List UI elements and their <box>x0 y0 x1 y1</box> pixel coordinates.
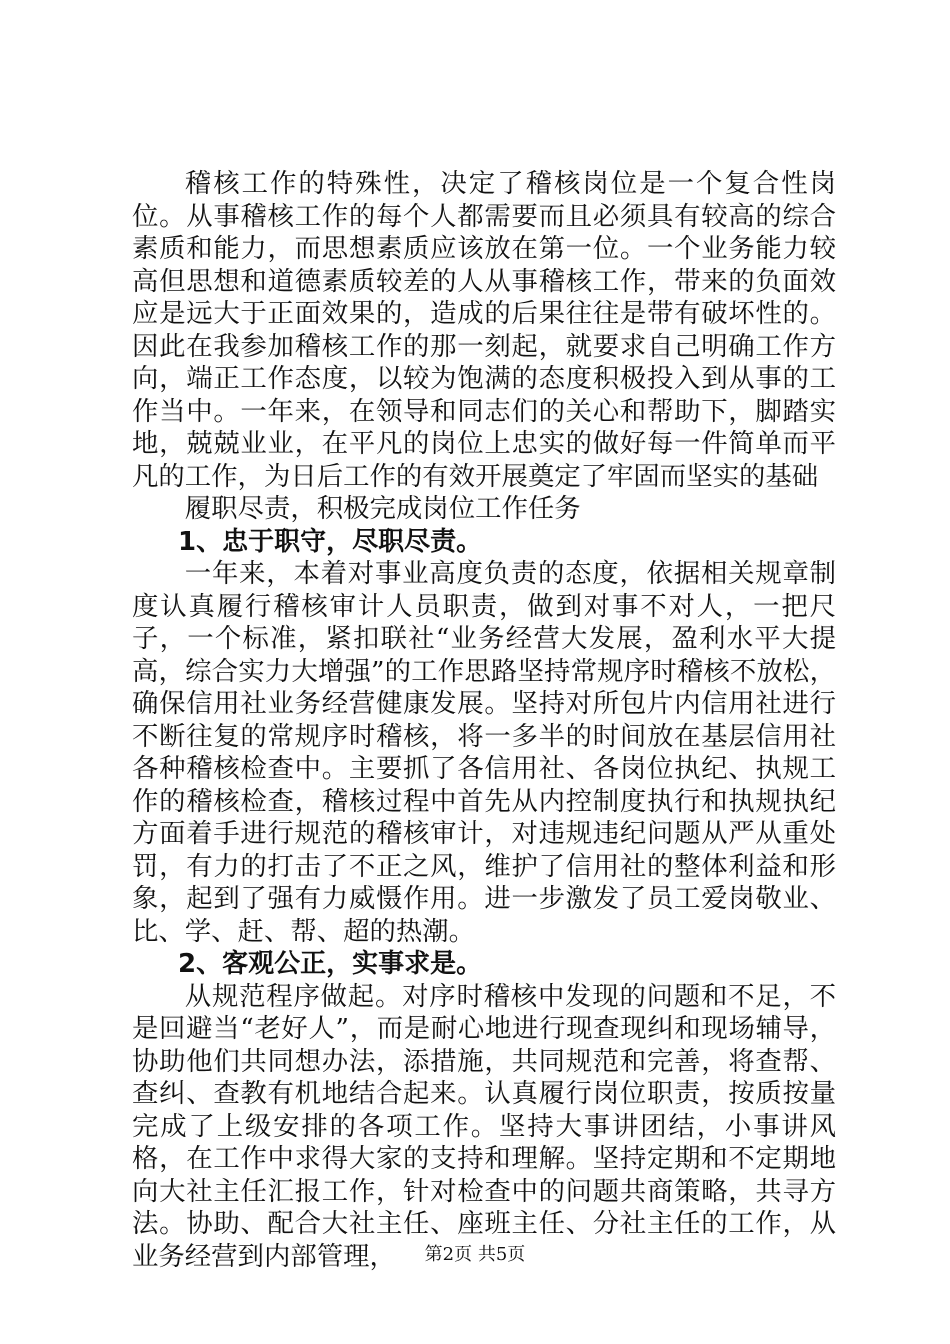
page-number-footer: 第2页 共5页 <box>424 1244 526 1265</box>
paragraph-duty: 一年来，本着对事业高度负责的态度，依据相关规章制度认真履行稽核审计人员职责，做到对事不对人，一把尺子，一个标准，紧扣联社“业务经营大发展，盈利水平大提高，综合实力大增强”的工作思路坚持常规序时稽核不放松，确保信用社业务经营健康发展。坚持对所包片内信用社进行不断往复的常规序时稽核，将一多半的时间放在基层信用社各种稽核检查中。主要抓了各信用社、各岗位执纪、执规工作的稽核检查，稽核过程中首先从内控制度执行和执规执纪方面着手进行规范的稽核审计，对违规违纪问题从严从重处罚，有力的打击了不正之风，维护了信用社的整体利益和形象，起到了强有力威慑作用。进一步激发了员工爱岗敬业、比、学、赶、帮、超的热潮。 <box>132 558 836 947</box>
heading-1: 1、忠于职守，尽职尽责。 <box>178 526 483 557</box>
paragraph-intro: 稽核工作的特殊性，决定了稽核岗位是一个复合性岗位。从事稽核工作的每个人都需要而且必须具有较高的综合素质和能力，而思想素质应该放在第一位。一个业务能力较高但思想和道德素质较差的人从事稽核工作，带来的负面效应是远大于正面效果的，造成的后果往往是带有破坏性的。因此在我参加稽核工作的那一刻起，就要求自己明确工作方向，端正工作态度，以较为饱满的态度积极投入到从事的工作当中。一年来，在领导和同志们的关心和帮助下，脚踏实地，兢兢业业，在平凡的岗位上忠实的做好每一件简单而平凡的工作，为日后工作的有效开展奠定了牢固而坚实的基础 <box>132 168 836 492</box>
document-body <box>132 168 836 1273</box>
heading-2: 2、客观公正，实事求是。 <box>178 949 483 979</box>
paragraph-fairness: 从规范程序做起。对序时稽核中发现的问题和不足，不是回避当“老好人”，而是耐心地进行现查现纠和现场辅导，协助他们共同想办法，添措施，共同规范和完善，将查帮、查纠、查教有机地结合起来。认真履行岗位职责，按质按量完成了上级安排的各项工作。坚持大事讲团结，小事讲风格，在工作中求得大家的支持和理解。坚持定期和不定期地向大社主任汇报工作，针对检查中的问题共商策略，共寻方法。协助、配合大社主任、座班主任、分社主任的工作，从业务经营到内部管理， <box>132 980 836 1272</box>
section-title: 履职尽责，积极完成岗位工作任务 <box>184 493 581 524</box>
